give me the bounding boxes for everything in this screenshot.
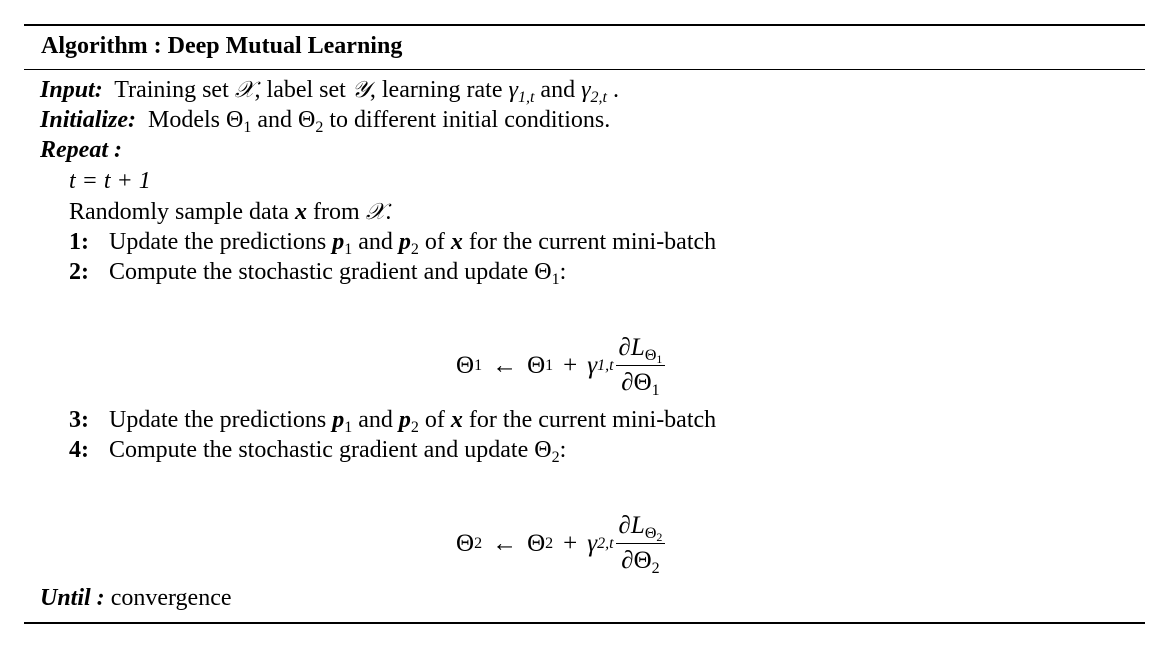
step-1-p2-subscript: 2 <box>410 241 419 258</box>
sample-text-3: . <box>385 199 392 225</box>
step-3 <box>69 405 716 435</box>
repeat-line <box>40 135 122 165</box>
step-3-text-4: for the current mini-batch <box>468 407 717 433</box>
step-4-text-1: Compute the stochastic gradient and update <box>109 437 529 463</box>
step-3-text-2: and <box>358 407 393 433</box>
input-text-4: and <box>540 77 576 103</box>
header-rule <box>24 69 1145 70</box>
bottom-rule <box>24 622 1145 624</box>
step-2-text-1: Compute the stochastic gradient and update <box>109 259 529 285</box>
eq1-rhs: Θ <box>527 351 546 379</box>
eq2-lr: γ <box>587 529 598 557</box>
eq2-fraction <box>616 511 666 576</box>
input-text-5: . <box>607 77 619 103</box>
step-2-theta-subscript: 1 <box>551 271 560 288</box>
step-3-p1-subscript: 1 <box>344 419 353 436</box>
step-2-text-2: : <box>559 259 567 285</box>
lr1-symbol: γ <box>508 77 518 103</box>
input-text-3: , learning rate <box>369 77 503 103</box>
step-2-theta-symbol: Θ <box>534 259 552 285</box>
eq1-num-loss-subsub: 1 <box>656 352 663 366</box>
step-3-p1-symbol: p <box>332 407 345 433</box>
eq1-arrow: ← <box>492 351 518 379</box>
eq2-num-loss: L <box>630 512 645 539</box>
step-1-number: 1: <box>69 229 89 255</box>
label-set-symbol: 𝒴 <box>351 77 370 103</box>
eq1-plus: + <box>563 351 578 379</box>
algorithm-title: Algorithm : Deep Mutual Learning <box>41 33 403 59</box>
eq2-num-partial: ∂ <box>618 512 631 539</box>
eq1-fraction <box>616 333 666 398</box>
input-text-2: , label set <box>254 77 346 103</box>
eq1-num-loss-subscript <box>645 347 663 364</box>
initialize-text-3: to different initial conditions. <box>329 107 611 133</box>
step-3-text-1: Update the predictions <box>109 407 327 433</box>
lr2-subscript: 2,t <box>590 89 607 106</box>
model1-subscript: 1 <box>243 119 252 136</box>
equation-2: Θ 2 ← Θ 2 + γ 2,t $\frac{\partial L_{\Theta 2}}{\partial\Theta_2}$ <box>456 511 665 576</box>
step-3-text-3: of <box>424 407 445 433</box>
lr1-subscript: 1,t <box>517 89 535 106</box>
eq2-num-loss-subscript <box>645 525 663 542</box>
step-1-text-3: of <box>424 229 445 255</box>
input-text-1: Training set <box>114 77 229 103</box>
lr2-symbol: γ <box>581 77 591 103</box>
step-1-text-1: Update the predictions <box>109 229 327 255</box>
initialize-keyword: Initialize: <box>40 107 137 133</box>
eq2-rhs: Θ <box>527 529 546 557</box>
eq1-denominator <box>618 366 662 398</box>
step-1-text-2: and <box>358 229 393 255</box>
equation-1: Θ 1 ← Θ 1 + γ 1,t $\frac{\partial L_{\Theta 1}}{\partial\Theta_1}$ <box>456 333 665 398</box>
input-line <box>40 75 619 105</box>
eq2-numerator <box>616 511 666 544</box>
sample-text-2: from <box>312 199 360 225</box>
eq2-den-text: ∂Θ <box>621 547 652 574</box>
eq1-numerator <box>616 333 666 366</box>
step-1-x-symbol: x <box>450 229 463 255</box>
until-line <box>40 583 232 613</box>
initialize-text-1: Models <box>148 107 221 133</box>
step-2 <box>69 257 566 287</box>
model2-subscript: 2 <box>315 119 324 136</box>
step-4-number: 4: <box>69 437 89 463</box>
until-keyword: Until : <box>40 585 105 611</box>
algorithm-box <box>24 24 1145 624</box>
eq1-lr: γ <box>587 351 598 379</box>
eq2-num-loss-subsub: 2 <box>656 530 663 544</box>
initialize-line <box>40 105 610 135</box>
eq2-lhs: Θ <box>456 529 475 557</box>
eq1-den-subscript: 1 <box>651 382 660 399</box>
model1-symbol: Θ <box>226 107 244 133</box>
sample-set-symbol: 𝒳 <box>365 199 386 225</box>
eq2-den-subscript: 2 <box>651 560 660 577</box>
repeat-keyword: Repeat : <box>40 137 122 163</box>
input-keyword: Input: <box>40 77 103 103</box>
step-4-theta-symbol: Θ <box>534 437 552 463</box>
step-3-x-symbol: x <box>450 407 463 433</box>
eq2-plus: + <box>563 529 578 557</box>
eq2-num-loss-theta: Θ <box>644 525 657 542</box>
step-4-theta-subscript: 2 <box>551 449 560 466</box>
step-3-p2-symbol: p <box>398 407 411 433</box>
step-3-p2-subscript: 2 <box>410 419 419 436</box>
step-1-p2-symbol: p <box>398 229 411 255</box>
eq1-den-text: ∂Θ <box>621 369 652 396</box>
eq1-lhs: Θ <box>456 351 475 379</box>
step-3-number: 3: <box>69 407 89 433</box>
model2-symbol: Θ <box>298 107 316 133</box>
until-text: convergence <box>110 585 232 611</box>
step-1-text-4: for the current mini-batch <box>468 229 717 255</box>
step-4 <box>69 435 566 465</box>
sample-line <box>69 197 391 227</box>
eq2-arrow: ← <box>492 529 518 557</box>
training-set-symbol: 𝒳 <box>234 77 255 103</box>
step-2-number: 2: <box>69 259 89 285</box>
data-symbol: x <box>294 199 307 225</box>
eq1-num-partial: ∂ <box>618 334 631 361</box>
eq2-denominator <box>618 544 662 576</box>
initialize-text-2: and <box>257 107 293 133</box>
eq1-num-loss-theta: Θ <box>644 347 657 364</box>
step-1-p1-subscript: 1 <box>344 241 353 258</box>
step-1-p1-symbol: p <box>332 229 345 255</box>
increment-line: t = t + 1 <box>69 168 151 194</box>
step-1 <box>69 227 716 257</box>
sample-text-1: Randomly sample data <box>69 199 289 225</box>
step-4-text-2: : <box>559 437 567 463</box>
eq1-num-loss: L <box>630 334 645 361</box>
top-rule <box>24 24 1145 26</box>
